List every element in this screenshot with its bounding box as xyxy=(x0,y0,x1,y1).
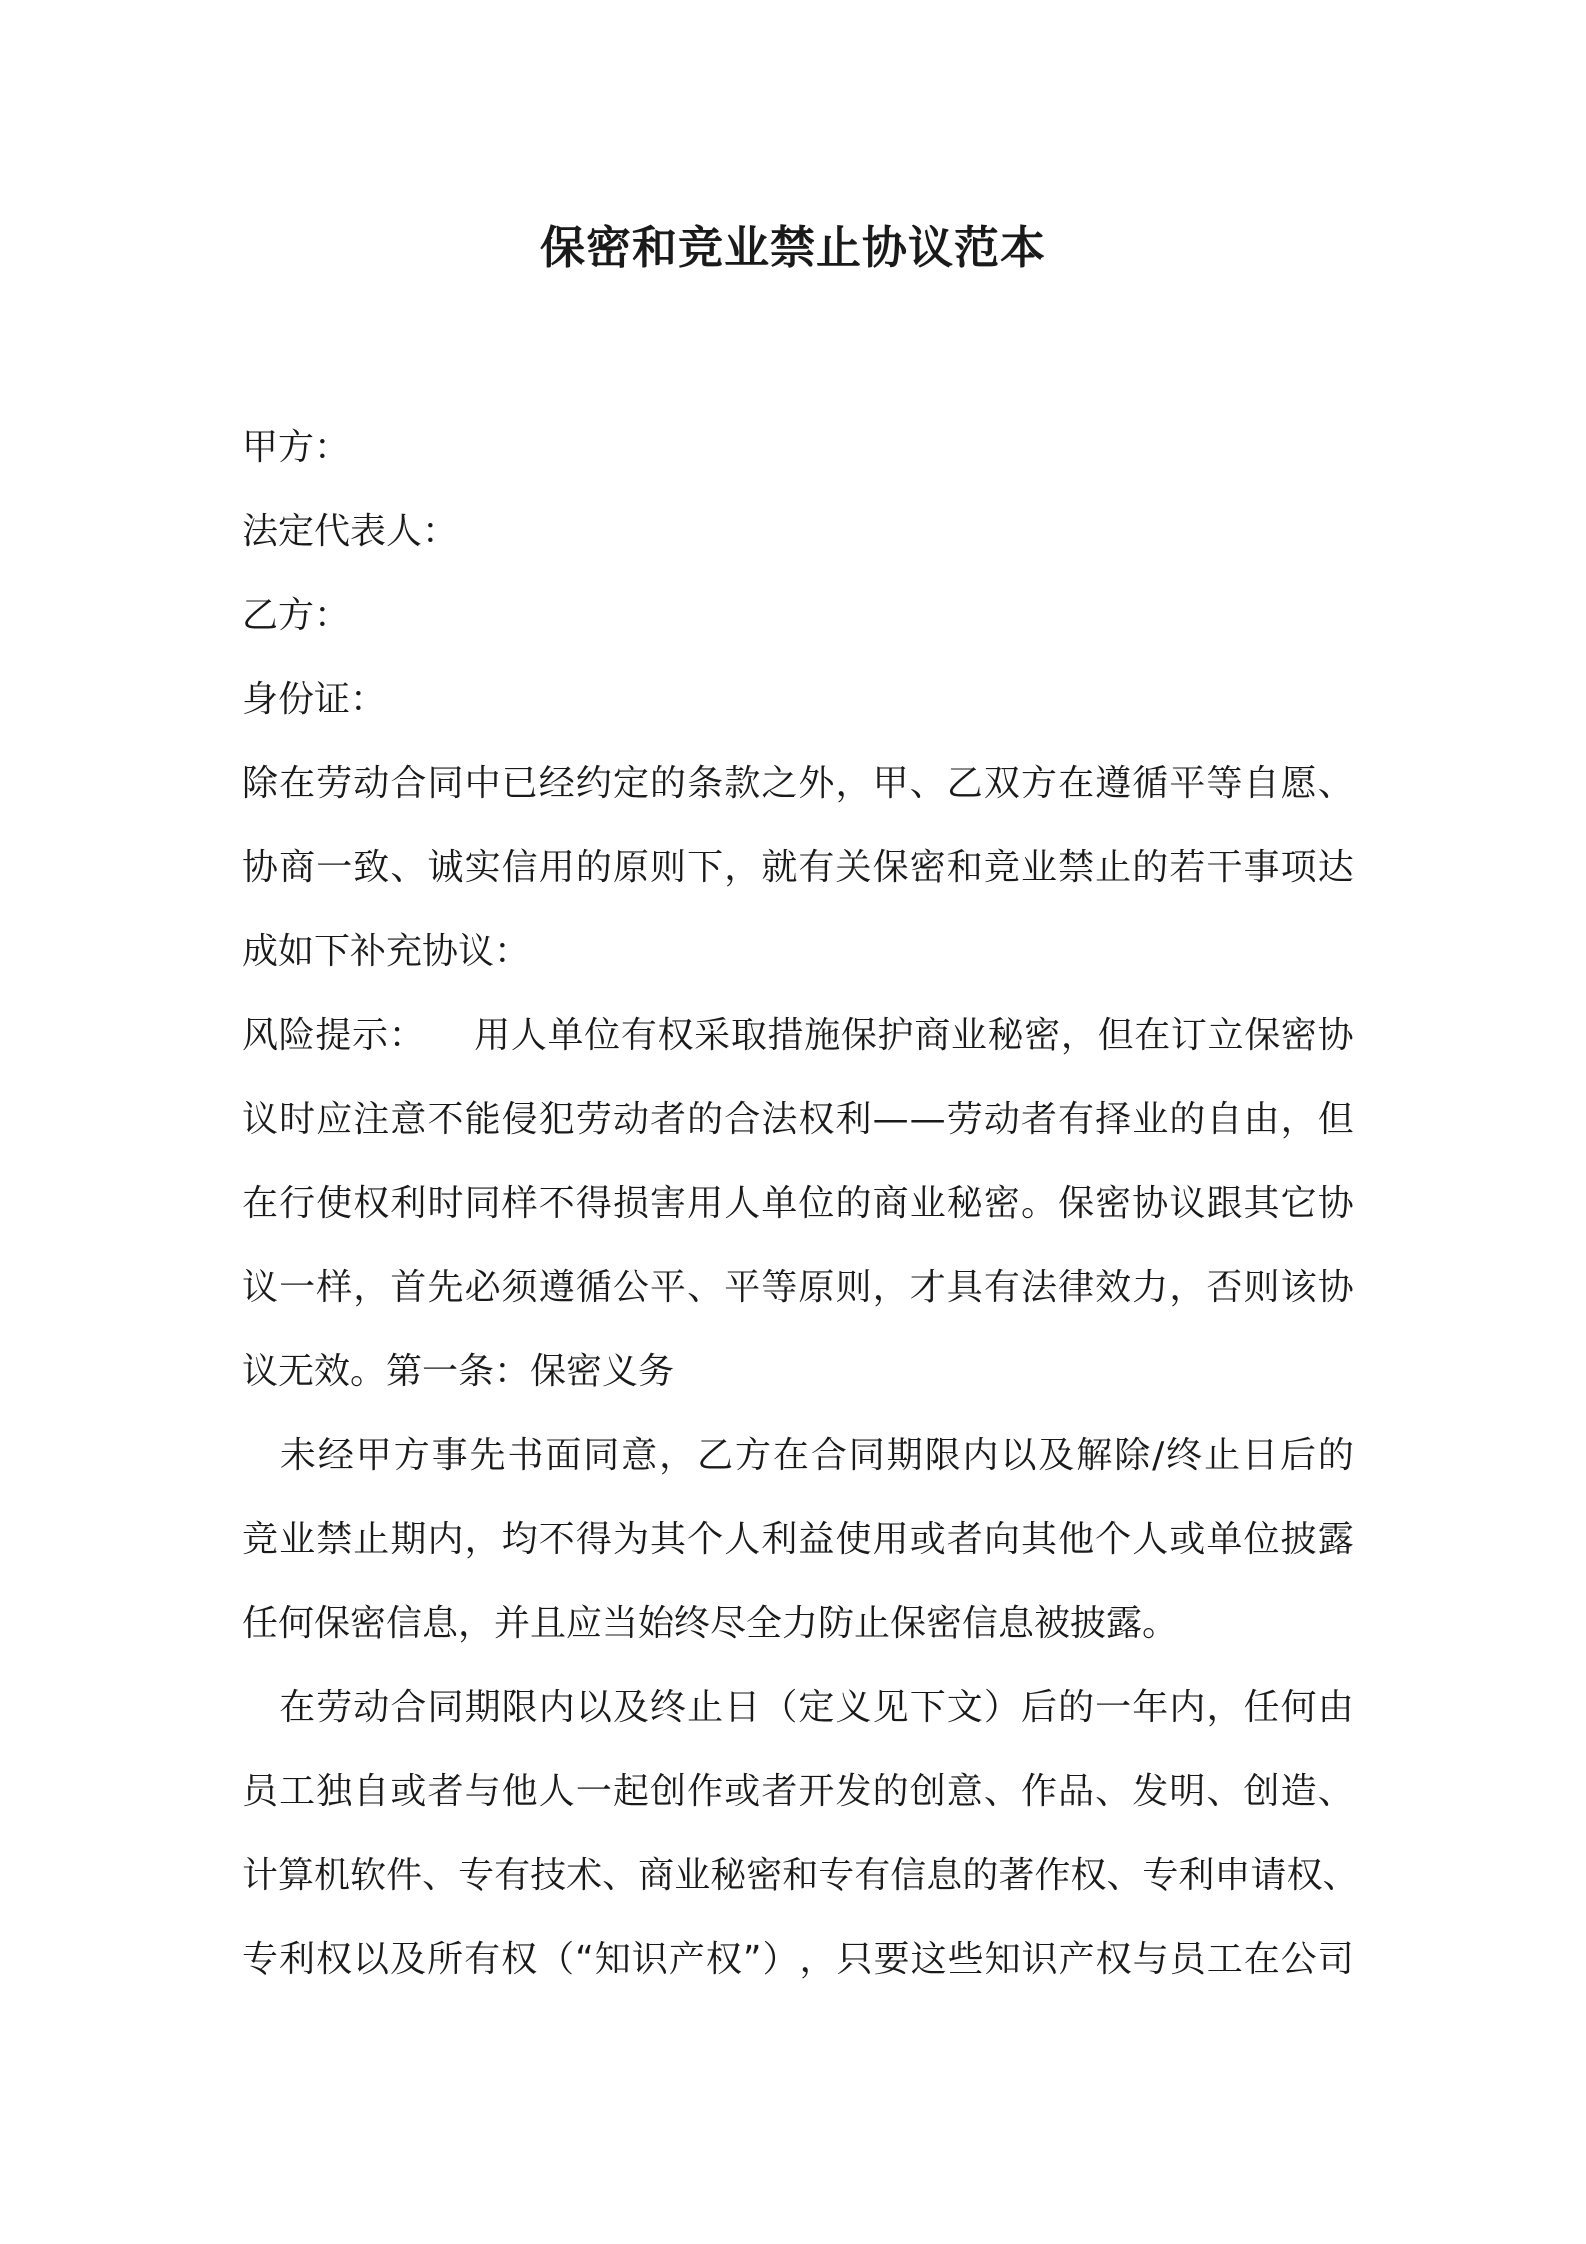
text-line: 除 在 劳 动 合 同 中 已 经 约 定 的 条 款 之 外 ， 甲 、 乙 双 方 在 遵 循 平 等 自 愿 、 xyxy=(242,763,1354,804)
text-line: 竞 业 禁 止 期 内 ， 均 不 得 为 其 个 人 利 益 使 用 或 者 向 其 他 个 人 或 单 位 披 露 xyxy=(242,1519,1354,1560)
text-line: 专 利 权 以 及 所 有 权 （ “ 知 识 产 权 ” ） ， 只 要 这 些 知 识 产 权 与 员 工 在 公 司 xyxy=(242,1939,1354,1980)
text-line: 未 经 甲 方 事 先 书 面 同 意 ， 乙 方 在 合 同 期 限 内 以 及 解 除 / 终 止 日 后 的 xyxy=(279,1435,1354,1476)
text-line: 议 时 应 注 意 不 能 侵 犯 劳 动 者 的 合 法 权 利 — — 劳 动 者 有 择 业 的 自 由 ， 但 xyxy=(242,1099,1354,1140)
text-line: 在 行 使 权 利 时 同 样 不 得 损 害 用 人 单 位 的 商 业 秘 密 。 保 密 协 议 跟 其 它 协 xyxy=(242,1183,1354,1224)
text-line: 法定代表人： xyxy=(242,511,459,552)
text-line: 身份证： xyxy=(242,679,387,720)
document-title: 保密和竞业禁止协议范本 xyxy=(539,221,1046,274)
text-line: 乙方： xyxy=(242,595,351,636)
text-line: 在 劳 动 合 同 期 限 内 以 及 终 止 日 （ 定 义 见 下 文 ） 后 的 一 年 内 ， 任 何 由 xyxy=(279,1687,1354,1728)
text-line: 员 工 独 自 或 者 与 他 人 一 起 创 作 或 者 开 发 的 创 意 、 作 品 、 发 明 、 创 造 、 xyxy=(242,1771,1354,1812)
text-line: 风 险 提 示 ： 用 人 单 位 有 权 采 取 措 施 保 护 商 业 秘 密 ， 但 在 订 立 保 密 协 xyxy=(242,1015,1354,1056)
text-line: 议 一 样 ， 首 先 必 须 遵 循 公 平 、 平 等 原 则 ， 才 具 有 法 律 效 力 ， 否 则 该 协 xyxy=(242,1267,1354,1308)
text-line: 甲方： xyxy=(242,427,351,468)
text-line: 计 算 机 软 件 、 专 有 技 术 、 商 业 秘 密 和 专 有 信 息 的 著 作 权 、 专 利 申 请 权 、 xyxy=(242,1855,1359,1896)
document-body xyxy=(242,406,1359,2002)
text-line: 协 商 一 致 、 诚 实 信 用 的 原 则 下 ， 就 有 关 保 密 和 竞 业 禁 止 的 若 干 事 项 达 xyxy=(242,847,1354,888)
text-line: 成如下补充协议： xyxy=(242,931,531,972)
text-line: 议无效。第一条：保密义务 xyxy=(242,1351,675,1392)
text-line: 任何保密信息，并且应当始终尽全力防止保密信息被披露。 xyxy=(242,1603,1179,1644)
